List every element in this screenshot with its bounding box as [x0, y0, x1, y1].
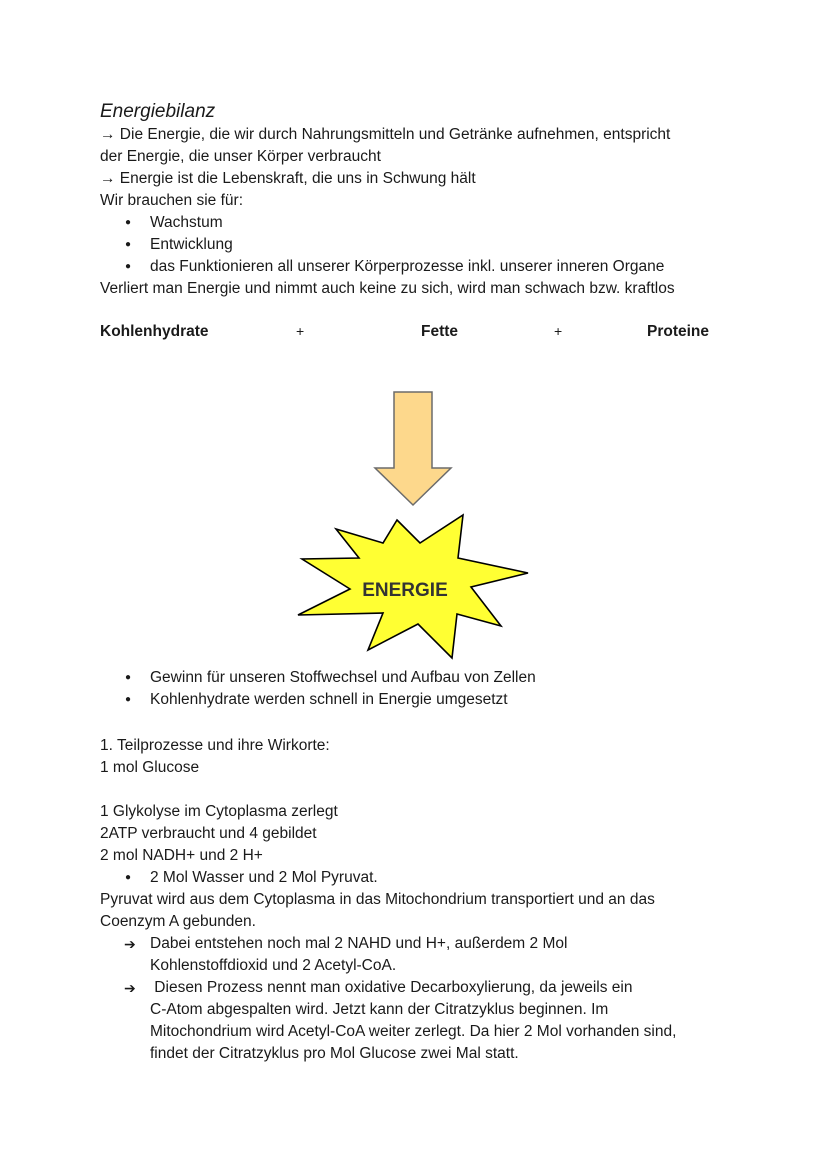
glycolysis-line-2: 2ATP verbraucht und 4 gebildet	[100, 825, 317, 842]
list-item-continuation: C-Atom abgespalten wird. Jetzt kann der Citratzyklus beginnen. Im	[150, 1001, 609, 1018]
benefits-section	[100, 667, 740, 711]
carbs-label: Kohlenhydrate	[100, 323, 209, 340]
list-item-continuation: findet der Citratzyklus pro Mol Glucose zwei Mal statt.	[150, 1045, 519, 1062]
list-item-continuation: Kohlenstoffdioxid und 2 Acetyl-CoA.	[150, 957, 397, 974]
down-arrow-icon	[375, 392, 451, 505]
list-item: ● Kohlenhydrate werden schnell in Energie umgesetzt	[100, 689, 740, 711]
list-item: ● Wachstum	[100, 212, 740, 234]
pyruvate-line-2: Coenzym A gebunden.	[100, 913, 256, 930]
energy-graphic	[290, 388, 540, 668]
macronutrient-row	[100, 323, 720, 345]
benefits-list	[100, 667, 740, 711]
proteins-label: Proteine	[647, 323, 710, 340]
process-heading: 1. Teilprozesse und ihre Wirkorte:	[100, 737, 330, 754]
list-item	[100, 977, 740, 999]
intro-line-5: Verliert man Energie und nimmt auch keine zu sich, wird man schwach bzw. kraftlos	[100, 280, 675, 297]
process-section	[100, 735, 740, 1065]
plus-sign: +	[296, 323, 305, 339]
list-item: ● 2 Mol Wasser und 2 Mol Pyruvat.	[100, 867, 740, 889]
energy-label: ENERGIE	[362, 580, 448, 601]
arrow-list	[100, 933, 740, 1065]
intro-section	[100, 100, 740, 300]
plus-sign: +	[554, 323, 563, 339]
list-item-continuation: Mitochondrium wird Acetyl-CoA weiter zerlegt. Da hier 2 Mol vorhanden sind,	[150, 1023, 677, 1040]
arrow-item-text: Dabei entstehen noch mal 2 NAHD und H+, außerdem 2 Mol	[150, 935, 568, 952]
list-item	[100, 933, 740, 955]
intro-line-1: → Die Energie, die wir durch Nahrungsmitteln und Getränke aufnehmen, entspricht	[100, 126, 671, 143]
intro-line-3: → Energie ist die Lebenskraft, die uns in Schwung hält	[100, 170, 476, 187]
list-item: ● Entwicklung	[100, 234, 740, 256]
arrow-right-icon: ➔	[124, 936, 136, 952]
glycolysis-line-1: 1 Glykolyse im Cytoplasma zerlegt	[100, 803, 338, 820]
arrow-right-icon: ➔	[124, 980, 136, 996]
arrow-item-text: Diesen Prozess nennt man oxidative Decarboxylierung, da jeweils ein	[150, 979, 633, 996]
intro-line-2: der Energie, die unser Körper verbraucht	[100, 148, 381, 165]
page-title: Energiebilanz	[100, 101, 216, 122]
fats-label: Fette	[421, 323, 459, 340]
list-item: ● Gewinn für unseren Stoffwechsel und Aufbau von Zellen	[100, 667, 740, 689]
pyruvate-line-1: Pyruvat wird aus dem Cytoplasma in das Mitochondrium transportiert und an das	[100, 891, 655, 908]
list-item: ● das Funktionieren all unserer Körperprozesse inkl. unserer inneren Organe	[100, 256, 740, 278]
glycolysis-line-3: 2 mol NADH+ und 2 H+	[100, 847, 263, 864]
glycolysis-list	[100, 867, 740, 889]
glucose-line: 1 mol Glucose	[100, 759, 200, 776]
intro-line-4: Wir brauchen sie für:	[100, 192, 243, 209]
needs-list	[100, 212, 740, 278]
